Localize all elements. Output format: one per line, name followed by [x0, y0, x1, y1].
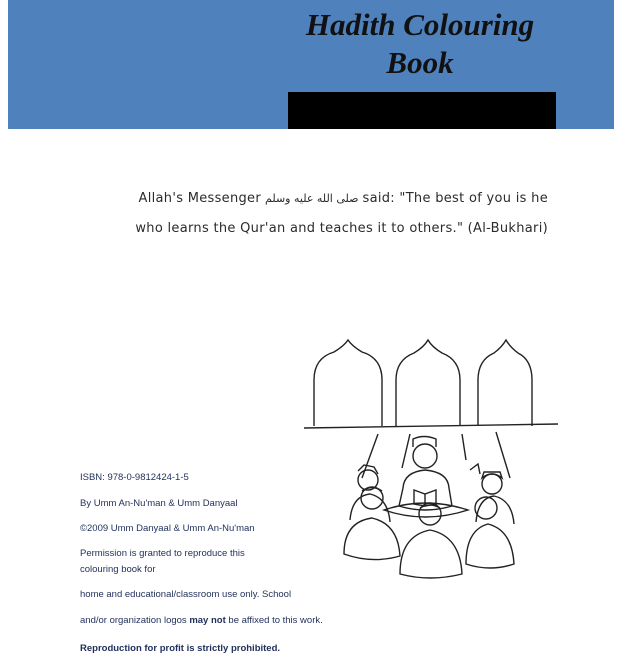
arch-right [478, 340, 532, 426]
permission-line-1: Permission is granted to reproduce this [80, 548, 245, 559]
arch-left [314, 340, 382, 426]
arch-middle [396, 340, 460, 426]
child-figure-3 [470, 464, 514, 524]
child-figure-1 [350, 465, 390, 522]
child-figure-4 [466, 497, 514, 568]
book-title [270, 6, 570, 82]
redacted-block [288, 92, 556, 129]
child-figure-2 [344, 487, 400, 560]
children-reading-quran-illustration [300, 338, 560, 588]
permission-line-3: home and educational/classroom use only. School [80, 589, 292, 600]
logos-emphasis: may not [189, 615, 226, 626]
hadith-quote-line-2: who learns the Qur'an and teaches it to others." (Al-Bukhari) [135, 221, 548, 236]
copyright-text: ©2009 Umm Danyaal & Umm An-Nu'man [80, 523, 255, 534]
authors-text: By Umm An-Nu'man & Umm Danyaal [80, 498, 238, 509]
reproduction-notice: Reproduction for profit is strictly prohibited. [80, 643, 281, 654]
quote-arabic-honorific: صلى الله عليه وسلم [265, 192, 359, 205]
title-line-2: Book [386, 45, 454, 80]
logos-notice: and/or organization logos may not be affixed to this work. [80, 615, 323, 626]
isbn-text: ISBN: 978-0-9812424-1-5 [80, 472, 189, 483]
title-line-1: Hadith Colouring [305, 7, 535, 42]
quote-suffix: said: "The best of you is he [362, 191, 548, 206]
permission-line-2: colouring book for [80, 564, 156, 575]
hadith-quote-line-1 [120, 191, 548, 206]
quote-prefix: Allah's Messenger [138, 191, 261, 206]
floor-line [304, 424, 558, 428]
page-edge [614, 0, 628, 658]
